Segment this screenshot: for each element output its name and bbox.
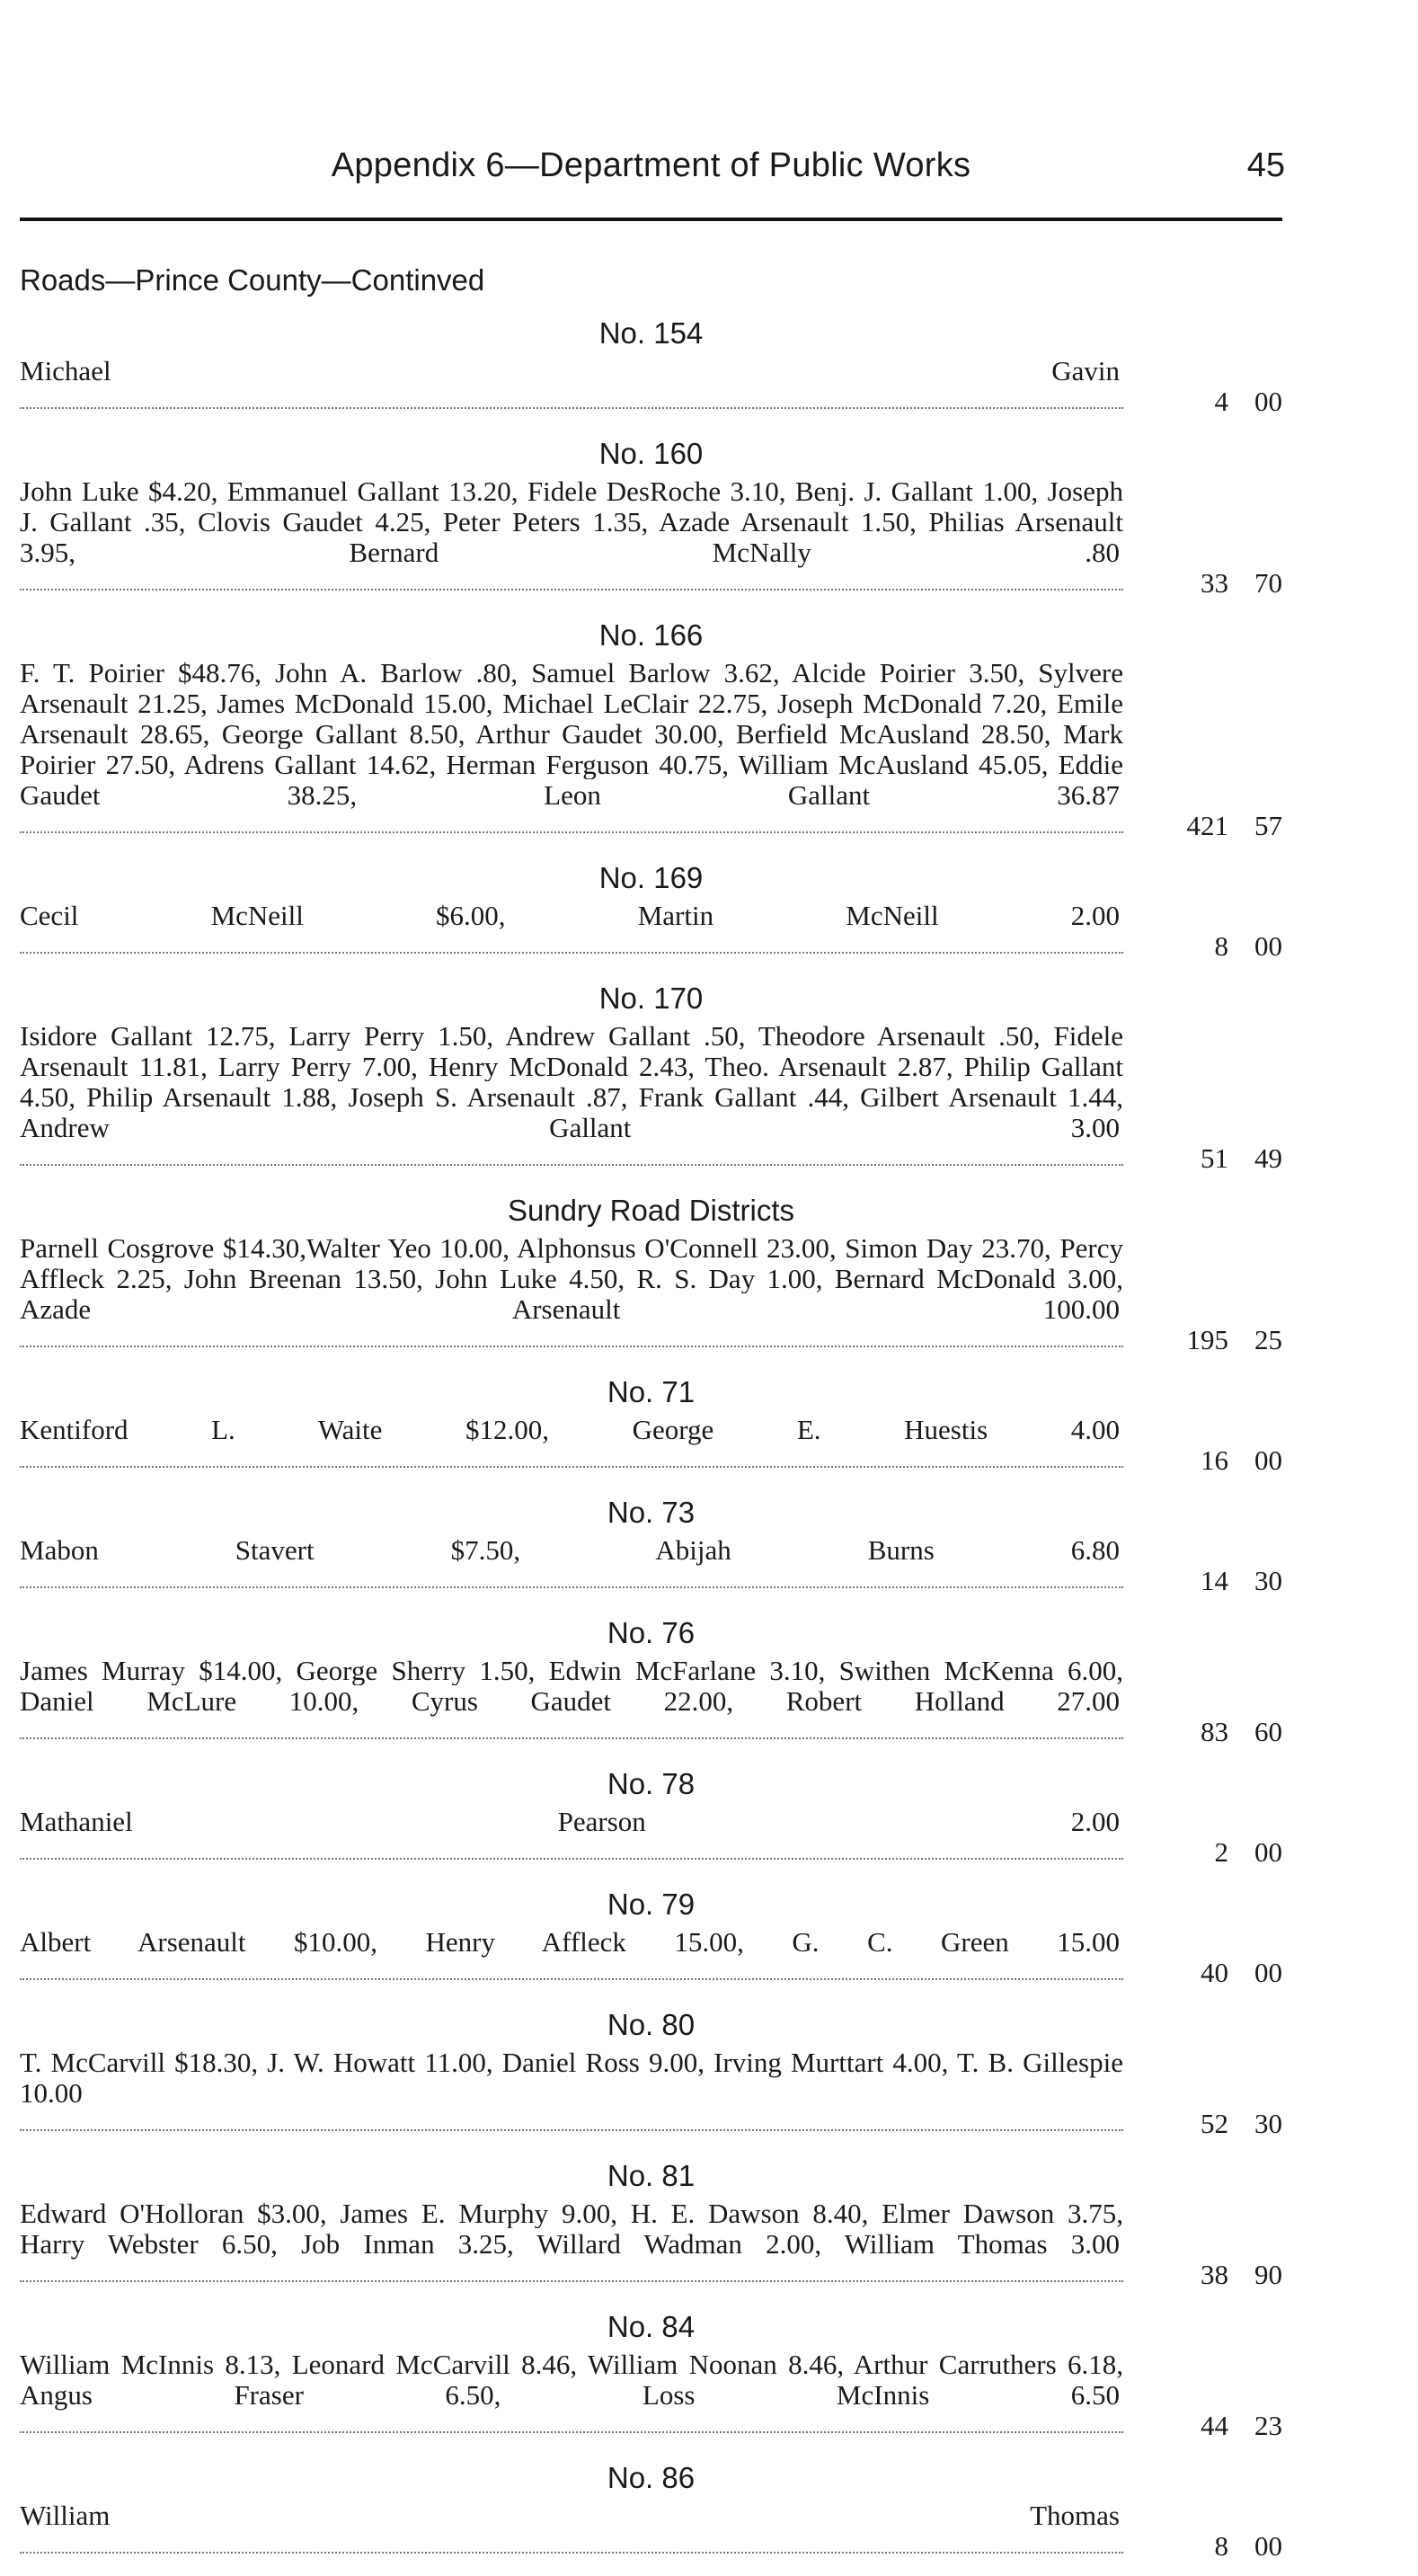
amount-cents: 00 — [1254, 2530, 1282, 2562]
entry-row — [20, 1233, 1282, 1355]
list-item — [20, 1611, 1282, 1762]
entry-heading: No. 73 — [607, 1496, 696, 1529]
entry-payees: Mabon Stavert $7.50, Abijah Burns 6.80 — [20, 1535, 1123, 1566]
entry-row — [20, 2047, 1282, 2139]
entry-text — [20, 476, 1123, 599]
dot-leader — [20, 1346, 1123, 1347]
amount-dollars: 40 — [1201, 1957, 1228, 1988]
page-number: 45 — [1246, 147, 1285, 184]
amount-cents: 30 — [1254, 2108, 1282, 2139]
page-header — [20, 147, 1285, 200]
amount-cents: 30 — [1254, 1565, 1282, 1596]
entry-spacer — [20, 2441, 1282, 2456]
amount-cents: 90 — [1254, 2259, 1282, 2290]
amount-dollars: 33 — [1201, 567, 1228, 599]
amount-cents: 49 — [1254, 1142, 1282, 1174]
document-page — [20, 0, 1285, 2562]
entry-spacer — [20, 1868, 1282, 1882]
list-item — [20, 1762, 1282, 1882]
entry-payees: Parnell Cosgrove $14.30,Walter Yeo 10.00, Alphonsus O'Connell 23.00, Simon Day 23.70, Percy Affleck 2.25, John Breenan 13.50, John Luke 4.50, R. S. Day 1.00, Bernard McDonald 3.00, Azade Arsenault 100.00 — [20, 1233, 1123, 1325]
list-item — [20, 976, 1282, 1188]
entry-payees: Isidore Gallant 12.75, Larry Perry 1.50, Andrew Gallant .50, Theodore Arsenault .50, Fidele Arsenault 11.81, Larry Perry 7.00, Henry McDonald 2.43, Theo. Arsenault 2.87, Philip Gallant 4.50, Philip Arsenault 1.88, Joseph S. Arsenault .87, Frank Gallant .44, Gilbert Arsenault 1.44, Andrew Gallant 3.00 — [20, 1021, 1123, 1143]
entry-text — [20, 658, 1123, 841]
entry-text — [20, 2349, 1123, 2441]
list-item — [20, 1188, 1282, 1370]
amount-dollars: 16 — [1201, 1444, 1228, 1476]
entry-row — [20, 1656, 1282, 1747]
list-item — [20, 1370, 1282, 1490]
entry-row — [20, 2198, 1282, 2290]
entry-text — [20, 1233, 1123, 1355]
entry-spacer — [20, 1476, 1282, 1490]
entry-amount — [1139, 1445, 1282, 1476]
amount-dollars: 14 — [1201, 1565, 1228, 1596]
entry-spacer — [20, 1174, 1282, 1188]
entry-spacer — [20, 1596, 1282, 1611]
dot-leader — [20, 1978, 1123, 1980]
entry-payees: Albert Arsenault $10.00, Henry Affleck 15.00, G. C. Green 15.00 — [20, 1927, 1123, 1958]
amount-cents: 60 — [1254, 1716, 1282, 1747]
dot-leader — [20, 1858, 1123, 1860]
entry-amount — [1139, 811, 1282, 841]
entry-payees: Edward O'Holloran $3.00, James E. Murphy 9.00, H. E. Dawson 8.40, Elmer Dawson 3.75, Harry Webster 6.50, Job Inman 3.25, Willard Wadman 2.00, William Thomas 3.00 — [20, 2198, 1123, 2260]
entry-amount — [1139, 386, 1282, 417]
entry-spacer — [20, 2290, 1282, 2305]
entry-text — [20, 1656, 1123, 1747]
entry-text — [20, 2198, 1123, 2290]
entry-row — [20, 1415, 1282, 1476]
entry-heading: No. 84 — [607, 2310, 696, 2343]
list-item — [20, 1882, 1282, 2003]
list-item — [20, 2154, 1282, 2305]
section-title: Roads—Prince County—Continved — [20, 263, 485, 297]
entry-spacer — [20, 1355, 1282, 1370]
amount-cents: 57 — [1254, 810, 1282, 841]
entry-heading: No. 166 — [598, 618, 704, 652]
entry-payees: F. T. Poirier $48.76, John A. Barlow .80, Samuel Barlow 3.62, Alcide Poirier 3.50, Sylvere Arsenault 21.25, James McDonald 15.00, Michael LeClair 22.75, Joseph McDonald 7.20, Emile Arsenault 28.65, George Gallant 8.50, Arthur Gaudet 30.00, Berfield McAusland 28.50, Mark Poirier 27.50, Adrens Gallant 14.62, Herman Ferguson 40.75, William McAusland 45.05, Eddie Gaudet 38.25, Leon Gallant 36.87 — [20, 658, 1123, 811]
entry-amount — [1139, 931, 1282, 962]
amount-dollars: 83 — [1201, 1716, 1228, 1747]
entry-list — [20, 311, 1282, 2576]
entry-spacer — [20, 1988, 1282, 2003]
dot-leader — [20, 1737, 1123, 1739]
entry-heading: No. 76 — [607, 1616, 696, 1649]
entry-payees: Mathaniel Pearson 2.00 — [20, 1807, 1123, 1837]
entry-spacer — [20, 599, 1282, 613]
amount-dollars: 8 — [1214, 2530, 1228, 2562]
entry-payees: John Luke $4.20, Emmanuel Gallant 13.20, Fidele DesRoche 3.10, Benj. J. Gallant 1.00, Joseph J. Gallant .35, Clovis Gaudet 4.25, Peter Peters 1.35, Azade Arsenault 1.50, Philias Arsenault 3.95, Bernard McNally .80 — [20, 476, 1123, 568]
amount-dollars: 195 — [1186, 1324, 1228, 1355]
amount-dollars: 8 — [1214, 930, 1228, 962]
page-content — [20, 261, 1282, 2576]
amount-dollars: 51 — [1201, 1142, 1228, 1174]
amount-dollars: 52 — [1201, 2108, 1228, 2139]
entry-payees: T. McCarvill $18.30, J. W. Howatt 11.00, Daniel Ross 9.00, Irving Murttart 4.00, T. B. Gillespie 10.00 — [20, 2047, 1123, 2109]
entry-row — [20, 1807, 1282, 1868]
list-item — [20, 311, 1282, 431]
entry-payees: Michael Gavin — [20, 356, 1123, 386]
entry-heading: No. 71 — [607, 1375, 696, 1408]
dot-leader — [20, 1466, 1123, 1468]
entry-row — [20, 658, 1282, 841]
entry-amount — [1139, 2109, 1282, 2139]
entry-spacer — [20, 417, 1282, 431]
entry-payees: Kentiford L. Waite $12.00, George E. Huestis 4.00 — [20, 1415, 1123, 1445]
dot-leader — [20, 952, 1123, 954]
dot-leader — [20, 1586, 1123, 1588]
entry-row — [20, 1927, 1282, 1988]
list-item — [20, 2305, 1282, 2456]
entry-amount — [1139, 568, 1282, 599]
amount-cents: 00 — [1254, 1957, 1282, 1988]
entry-amount — [1139, 1143, 1282, 1174]
amount-cents: 00 — [1254, 1836, 1282, 1868]
amount-dollars: 421 — [1186, 810, 1228, 841]
entry-row — [20, 1021, 1282, 1174]
entry-text — [20, 1021, 1123, 1174]
entry-heading: No. 154 — [598, 316, 704, 350]
dot-leader — [20, 2129, 1123, 2131]
entry-payees: James Murray $14.00, George Sherry 1.50, Edwin McFarlane 3.10, Swithen McKenna 6.00, Daniel McLure 10.00, Cyrus Gaudet 22.00, Robert Holland 27.00 — [20, 1656, 1123, 1717]
entry-heading: No. 170 — [598, 982, 704, 1015]
entry-heading: No. 81 — [607, 2159, 696, 2192]
list-item — [20, 2456, 1282, 2576]
entry-text — [20, 2047, 1123, 2139]
entry-amount — [1139, 2531, 1282, 2562]
dot-leader — [20, 1164, 1123, 1166]
entry-amount — [1139, 1566, 1282, 1596]
amount-cents: 00 — [1254, 930, 1282, 962]
list-item — [20, 2003, 1282, 2154]
entry-spacer — [20, 962, 1282, 976]
entry-amount — [1139, 1837, 1282, 1868]
amount-cents: 70 — [1254, 567, 1282, 599]
entry-heading: Sundry Road Districts — [507, 1194, 795, 1227]
entry-payees: William Thomas — [20, 2500, 1123, 2531]
entry-heading: No. 160 — [598, 437, 704, 470]
entry-heading: No. 79 — [607, 1888, 696, 1921]
entry-row — [20, 476, 1282, 599]
entry-amount — [1139, 2260, 1282, 2290]
entry-heading: No. 86 — [607, 2461, 696, 2494]
list-item — [20, 856, 1282, 976]
amount-cents: 00 — [1254, 1444, 1282, 1476]
entry-spacer — [20, 841, 1282, 856]
entry-heading: No. 78 — [607, 1767, 696, 1800]
list-item — [20, 1490, 1282, 1611]
amount-dollars: 44 — [1201, 2410, 1228, 2441]
dot-leader — [20, 2552, 1123, 2554]
entry-row — [20, 2349, 1282, 2441]
dot-leader — [20, 407, 1123, 409]
list-item — [20, 613, 1282, 856]
entry-payees: William McInnis 8.13, Leonard McCarvill 8.46, William Noonan 8.46, Arthur Carruthers 6.18, Angus Fraser 6.50, Loss McInnis 6.50 — [20, 2349, 1123, 2411]
entry-amount — [1139, 1325, 1282, 1355]
entry-spacer — [20, 2139, 1282, 2154]
entry-amount — [1139, 2411, 1282, 2441]
entry-row — [20, 901, 1282, 962]
amount-dollars: 2 — [1214, 1836, 1228, 1868]
amount-cents: 25 — [1254, 1324, 1282, 1355]
entry-amount — [1139, 1717, 1282, 1747]
amount-cents: 23 — [1254, 2410, 1282, 2441]
entry-spacer — [20, 2562, 1282, 2576]
dot-leader — [20, 831, 1123, 833]
amount-dollars: 4 — [1214, 386, 1228, 417]
dot-leader — [20, 2431, 1123, 2433]
entry-row — [20, 1535, 1282, 1596]
dot-leader — [20, 589, 1123, 591]
header-rule — [20, 218, 1282, 221]
list-item — [20, 431, 1282, 613]
amount-cents: 00 — [1254, 386, 1282, 417]
entry-row — [20, 2500, 1282, 2562]
page-title: Appendix 6—Department of Public Works — [331, 147, 971, 184]
entry-heading: No. 80 — [607, 2008, 696, 2041]
entry-spacer — [20, 1747, 1282, 1762]
entry-amount — [1139, 1958, 1282, 1988]
entry-row — [20, 356, 1282, 417]
entry-heading: No. 169 — [598, 861, 704, 894]
dot-leader — [20, 2280, 1123, 2282]
entry-payees: Cecil McNeill $6.00, Martin McNeill 2.00 — [20, 901, 1123, 931]
amount-dollars: 38 — [1201, 2259, 1228, 2290]
